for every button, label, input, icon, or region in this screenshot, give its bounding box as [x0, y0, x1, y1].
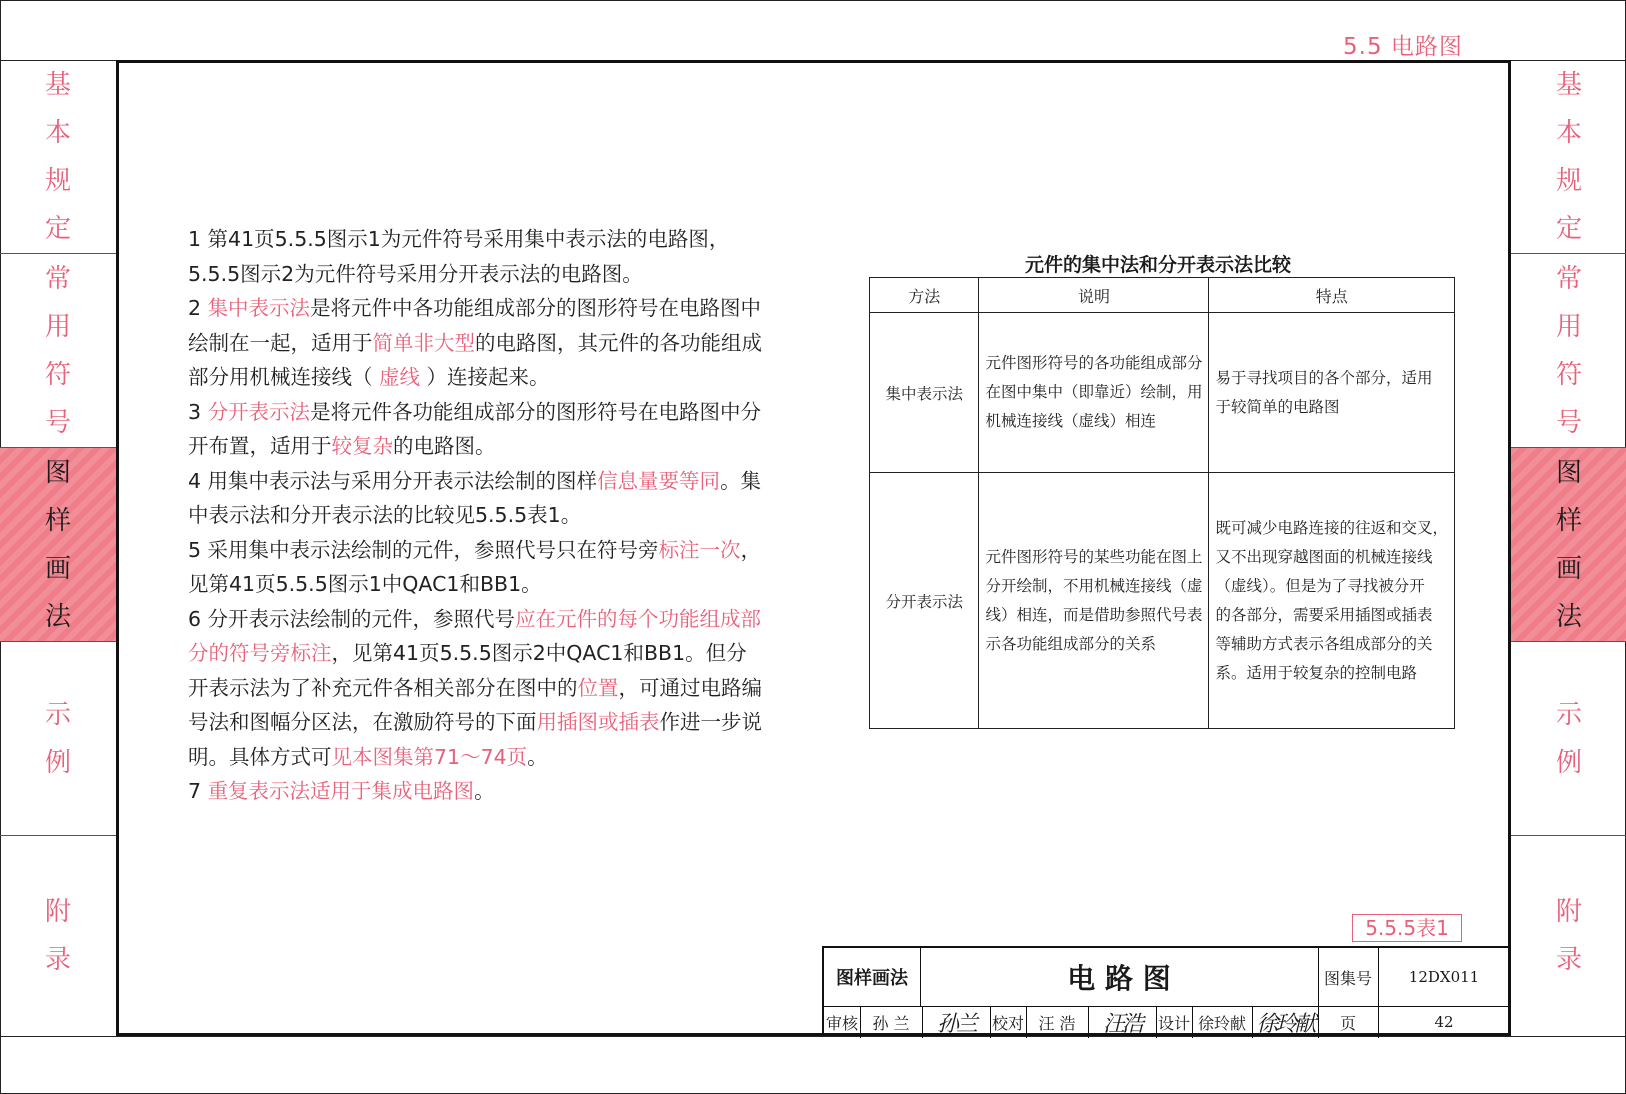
nav-char: 示	[1555, 699, 1582, 730]
note-line	[188, 705, 788, 740]
nav-char: 定	[44, 213, 71, 244]
note-highlight: 集中表示法	[207, 296, 311, 320]
left-nav-item-examples[interactable]	[0, 642, 116, 836]
drawing-title: 电 路 图	[1067, 962, 1171, 995]
nav-char: 画	[1555, 553, 1582, 584]
right-nav	[1508, 60, 1626, 1036]
note-text: 明。具体方式可	[188, 744, 332, 769]
note-text: 开布置，适用于	[188, 434, 332, 458]
note-highlight: 较复杂	[331, 434, 393, 458]
title-block	[822, 946, 1508, 1036]
cell-line: 示各功能组成部分的关系	[985, 634, 1156, 653]
cell-line: 等辅助方式表示各组成部分的关	[1215, 634, 1433, 653]
nav-char: 法	[44, 601, 71, 632]
nav-char: 规	[1555, 165, 1582, 196]
left-nav-item-common-symbols[interactable]	[0, 254, 116, 448]
review-label: 审核	[825, 1013, 858, 1033]
right-nav-item-basic-rules[interactable]	[1511, 60, 1626, 254]
left-nav-item-drawing-method[interactable]	[0, 448, 116, 642]
atlas-number: 12DX011	[1408, 968, 1480, 986]
nav-char: 基	[1555, 69, 1582, 100]
note-highlight: 分开表示法	[207, 399, 311, 424]
note-line	[188, 498, 788, 533]
note-text: 5.5.5图示2为元件符号采用分开表示法的电路图。	[188, 261, 643, 286]
nav-char: 录	[44, 945, 71, 975]
nav-char: 图	[44, 457, 71, 488]
cell-line: 元件图形符号的各功能组成部分	[985, 354, 1203, 372]
nav-char: 规	[44, 165, 71, 196]
note-text: 开表示法为了补充元件各相关部分在图中的	[188, 675, 578, 700]
note-text: 绘制在一起，适用于	[188, 330, 373, 355]
note-highlight: 分的符号旁标注	[188, 641, 332, 665]
cell-line: 的各部分，需要采用插图或插表	[1215, 605, 1433, 624]
note-text: 。	[474, 779, 495, 803]
header-description: 说明	[979, 278, 1209, 313]
note-text: 的电路图，其元件的各功能组成	[475, 330, 762, 355]
nav-char: 用	[1555, 311, 1582, 342]
row-features	[1209, 313, 1455, 473]
designer-name: 徐玲献	[1197, 1013, 1246, 1033]
page-number: 42	[1434, 1013, 1454, 1031]
nav-char: 号	[1555, 407, 1582, 438]
note-highlight: 见本图集第71～74页	[331, 744, 528, 769]
reviewer-name: 孙 兰	[872, 1013, 910, 1033]
note-highlight: 虚线	[379, 365, 421, 389]
cell-line: （虚线）。但是为了寻找被分开	[1215, 576, 1425, 595]
nav-char: 样	[44, 505, 71, 536]
note-highlight: 标注一次	[658, 537, 741, 562]
note-highlight: 位置	[577, 675, 619, 700]
note-line	[188, 360, 788, 395]
nav-char: 本	[1555, 117, 1582, 148]
table-row	[870, 313, 1455, 473]
note-text: 2	[188, 296, 208, 320]
notes-text	[188, 222, 788, 809]
nav-char: 样	[1555, 505, 1582, 536]
note-text: 是将元件各功能组成部分的图形符号在电路图中分	[310, 399, 762, 424]
note-text: 5 采用集中表示法绘制的元件，参照代号只在符号旁	[188, 537, 659, 562]
left-nav-item-basic-rules[interactable]	[0, 60, 116, 254]
nav-char: 录	[1555, 945, 1582, 975]
note-line	[188, 567, 788, 602]
nav-char: 例	[1555, 747, 1582, 778]
note-highlight: 重复表示法适用于集成电路图	[207, 779, 475, 803]
row-features	[1209, 473, 1455, 729]
row-description	[979, 313, 1209, 473]
nav-char: 常	[44, 263, 71, 294]
left-nav	[0, 60, 119, 1036]
note-line	[188, 257, 788, 292]
right-nav-item-appendix[interactable]	[1511, 836, 1626, 1036]
section-title: 5.5 电路图	[1343, 34, 1463, 60]
table-header-row	[870, 278, 1455, 313]
right-nav-item-examples[interactable]	[1511, 642, 1626, 836]
row-method: 分开表示法	[870, 473, 979, 729]
note-line	[188, 464, 788, 499]
nav-char: 符	[44, 359, 71, 390]
note-highlight: 用插图或插表	[536, 710, 660, 734]
nav-char: 附	[44, 897, 71, 927]
note-text: 3	[188, 399, 208, 424]
table-number-label: 5.5.5表1	[1352, 914, 1462, 942]
note-text: 是将元件中各功能组成部分的图形符号在电路图中	[310, 296, 762, 320]
cell-line: 机械连接线（虚线）相连	[985, 412, 1156, 430]
note-text: 1 第41页5.5.5图示1为元件符号采用集中表示法的电路图，	[188, 227, 730, 251]
note-text: 作进一步说	[659, 710, 762, 734]
note-line	[188, 602, 788, 637]
right-nav-item-common-symbols[interactable]	[1511, 254, 1626, 448]
left-nav-item-appendix[interactable]	[0, 836, 116, 1036]
designer-signature: 徐玲献	[1256, 1011, 1314, 1037]
note-text: ，	[740, 537, 762, 562]
checker-signature: 汪浩	[1102, 1011, 1141, 1037]
cell-line: 于较简单的电路图	[1215, 397, 1340, 416]
cell-line: 元件图形符号的某些功能在图上	[985, 547, 1203, 566]
note-text: 中表示法和分开表示法的比较见5.5.5表1。	[188, 503, 582, 527]
note-text: 6 分开表示法绘制的元件，参照代号	[188, 606, 516, 631]
nav-char: 本	[44, 117, 71, 148]
nav-char: 用	[44, 311, 71, 342]
note-line	[188, 429, 788, 464]
atlas-label: 图集号	[1323, 968, 1372, 988]
note-line	[188, 291, 788, 326]
note-text: 7	[188, 779, 208, 803]
row-description	[979, 473, 1209, 729]
note-highlight: 信息量要等同	[597, 468, 721, 493]
note-text: 4 用集中表示法与采用分开表示法绘制的图样	[188, 468, 598, 493]
note-line	[188, 395, 788, 430]
nav-char: 例	[44, 747, 71, 778]
note-line	[188, 636, 788, 671]
nav-char: 附	[1555, 897, 1582, 927]
note-line	[188, 533, 788, 568]
nav-char: 画	[44, 553, 71, 584]
comparison-table	[869, 277, 1455, 729]
note-line	[188, 740, 788, 775]
row-method: 集中表示法	[870, 313, 979, 473]
note-text: 见第41页5.5.5图示1中QAC1和BB1。	[188, 572, 542, 596]
title-block-category: 图样画法	[836, 968, 908, 989]
header-method: 方法	[870, 278, 979, 313]
note-text: 。集	[720, 468, 762, 493]
nav-char: 图	[1555, 457, 1582, 488]
nav-char: 定	[1555, 213, 1582, 244]
cell-line: 分开绘制，不用机械连接线（虚	[985, 576, 1203, 595]
right-nav-item-drawing-method[interactable]	[1511, 448, 1626, 642]
note-text: 号法和图幅分区法，在激励符号的下面	[188, 710, 537, 734]
checker-name: 汪 浩	[1038, 1013, 1076, 1033]
nav-char: 基	[44, 69, 71, 100]
page-label: 页	[1339, 1013, 1356, 1033]
note-line	[188, 222, 788, 257]
note-line	[188, 326, 788, 361]
nav-char: 常	[1555, 263, 1582, 294]
design-label: 设计	[1157, 1013, 1190, 1033]
nav-char: 法	[1555, 601, 1582, 632]
note-line	[188, 774, 788, 809]
table-title: 元件的集中法和分开表示法比较	[1025, 254, 1292, 276]
note-text: ）连接起来。	[420, 365, 550, 389]
nav-char: 示	[44, 699, 71, 730]
nav-char: 符	[1555, 359, 1582, 390]
note-text: 部分用机械连接线（	[188, 365, 380, 389]
note-line	[188, 671, 788, 706]
cell-line: 既可减少电路连接的往返和交叉，	[1215, 518, 1448, 537]
note-highlight: 应在元件的每个功能组成部	[515, 606, 762, 631]
note-text: 。	[527, 744, 548, 769]
cell-line: 又不出现穿越图面的机械连接线	[1215, 547, 1433, 566]
cell-line: 线）相连，而是借助参照代号表	[985, 605, 1203, 624]
cell-line: 易于寻找项目的各个部分，适用	[1215, 368, 1433, 387]
nav-char: 号	[44, 407, 71, 438]
note-text: ，见第41页5.5.5图示2中QAC1和BB1。但分	[331, 641, 747, 665]
cell-line: 在图中集中（即靠近）绘制，用	[985, 383, 1203, 401]
note-text: ，可通过电路编	[618, 675, 762, 700]
note-text: 的电路图。	[393, 434, 496, 458]
cell-line: 系。适用于较复杂的控制电路	[1215, 663, 1417, 682]
header-features: 特点	[1209, 278, 1455, 313]
reviewer-signature: 孙兰	[936, 1011, 975, 1037]
note-highlight: 简单非大型	[372, 330, 475, 355]
check-label: 校对	[991, 1013, 1024, 1033]
table-row	[870, 473, 1455, 729]
